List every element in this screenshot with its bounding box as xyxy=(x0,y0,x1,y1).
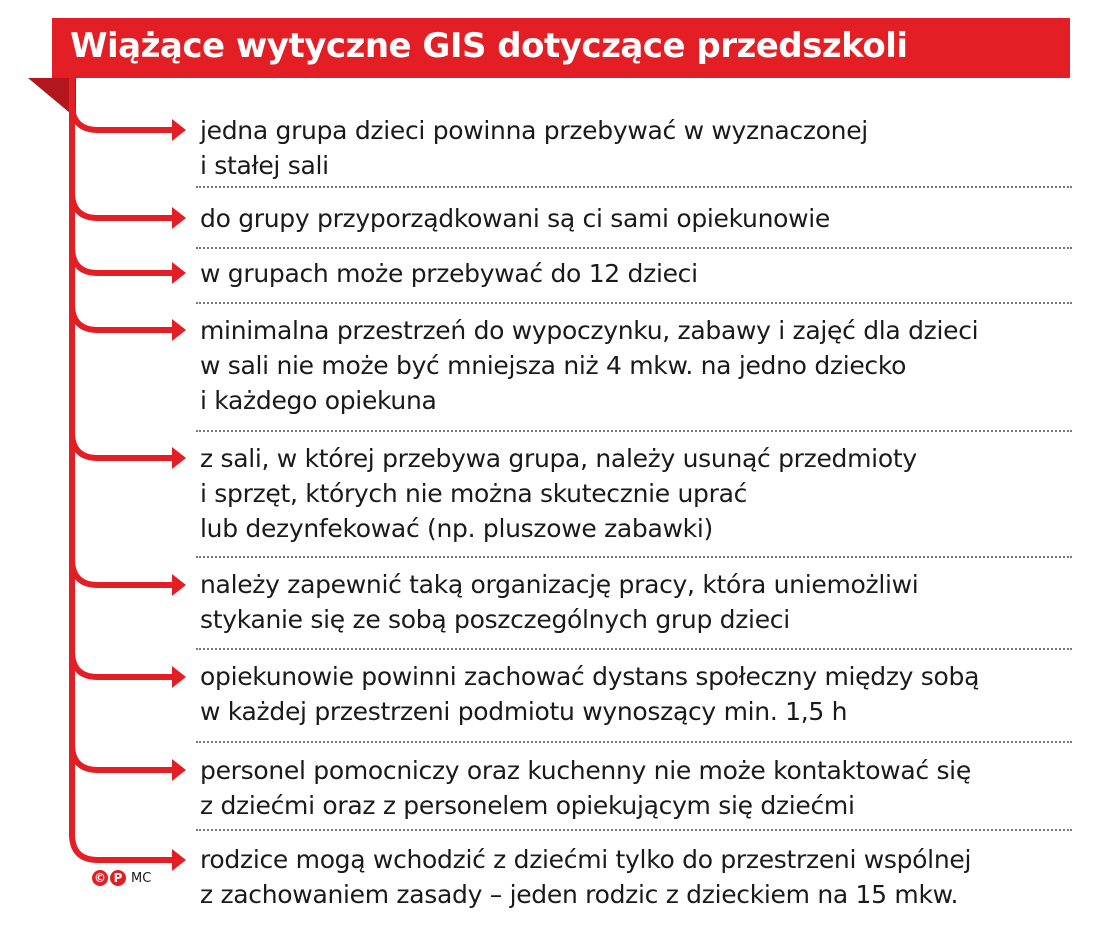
connector-branch xyxy=(72,247,174,273)
arrow-head-icon xyxy=(172,207,186,229)
arrow-head-icon xyxy=(172,319,186,341)
item-divider xyxy=(196,302,1072,304)
arrow-head-icon xyxy=(172,574,186,596)
guideline-item: personel pomocniczy oraz kuchenny nie może kontaktować się z dziećmi oraz z personelem opiekującym się dziećmi xyxy=(200,756,971,820)
guideline-item: opiekunowie powinni zachować dystans społeczny między sobą w każdej przestrzeni podmiotu wynoszący min. 1,5 h xyxy=(200,662,980,726)
guideline-item: minimalna przestrzeń do wypoczynku, zabawy i zajęć dla dzieci w sali nie może być mniejsza niż 4 mkw. na jedno dziecko i każdego opiekuna xyxy=(200,316,979,415)
credits xyxy=(92,870,151,886)
author-initials: MC xyxy=(131,870,152,886)
connector-branch xyxy=(72,432,174,458)
arrow-head-icon xyxy=(172,119,186,141)
item-divider xyxy=(196,430,1072,432)
item-divider xyxy=(196,556,1072,558)
phonogram-icon: P xyxy=(110,870,126,886)
connector-branch xyxy=(72,834,174,860)
guideline-item: w grupach może przebywać do 12 dzieci xyxy=(200,259,698,288)
item-divider xyxy=(196,829,1072,831)
guideline-item: z sali, w której przebywa grupa, należy usunąć przedmioty i sprzęt, których nie można skutecznie uprać lub dezynfekować (np. pluszowe zabawki) xyxy=(200,444,917,543)
connector-branch xyxy=(72,744,174,770)
guideline-item: do grupy przyporządkowani są ci sami opiekunowie xyxy=(200,204,830,233)
arrow-head-icon xyxy=(172,849,186,871)
connector-branch xyxy=(72,651,174,677)
arrow-head-icon xyxy=(172,759,186,781)
item-divider xyxy=(196,648,1072,650)
item-divider xyxy=(196,247,1072,249)
arrow-head-icon xyxy=(172,666,186,688)
connector-branch xyxy=(72,104,174,130)
item-divider xyxy=(196,741,1072,743)
guideline-item: należy zapewnić taką organizację pracy, która uniemożliwi stykanie się ze sobą poszczególnych grup dzieci xyxy=(200,570,919,634)
guideline-item: jedna grupa dzieci powinna przebywać w wyznaczonej i stałej sali xyxy=(200,116,868,180)
connector-branch xyxy=(72,192,174,218)
connector-branch xyxy=(72,559,174,585)
page-title: Wiążące wytyczne GIS dotyczące przedszkoli xyxy=(70,26,908,66)
copyright-icon: © xyxy=(94,871,106,885)
item-divider xyxy=(196,186,1072,188)
guideline-item: rodzice mogą wchodzić z dziećmi tylko do przestrzeni wspólnej z zachowaniem zasady – jeden rodzic z dzieckiem na 15 mkw. xyxy=(200,845,972,909)
connector-branch xyxy=(72,304,174,330)
arrow-head-icon xyxy=(172,262,186,284)
arrow-head-icon xyxy=(172,447,186,469)
